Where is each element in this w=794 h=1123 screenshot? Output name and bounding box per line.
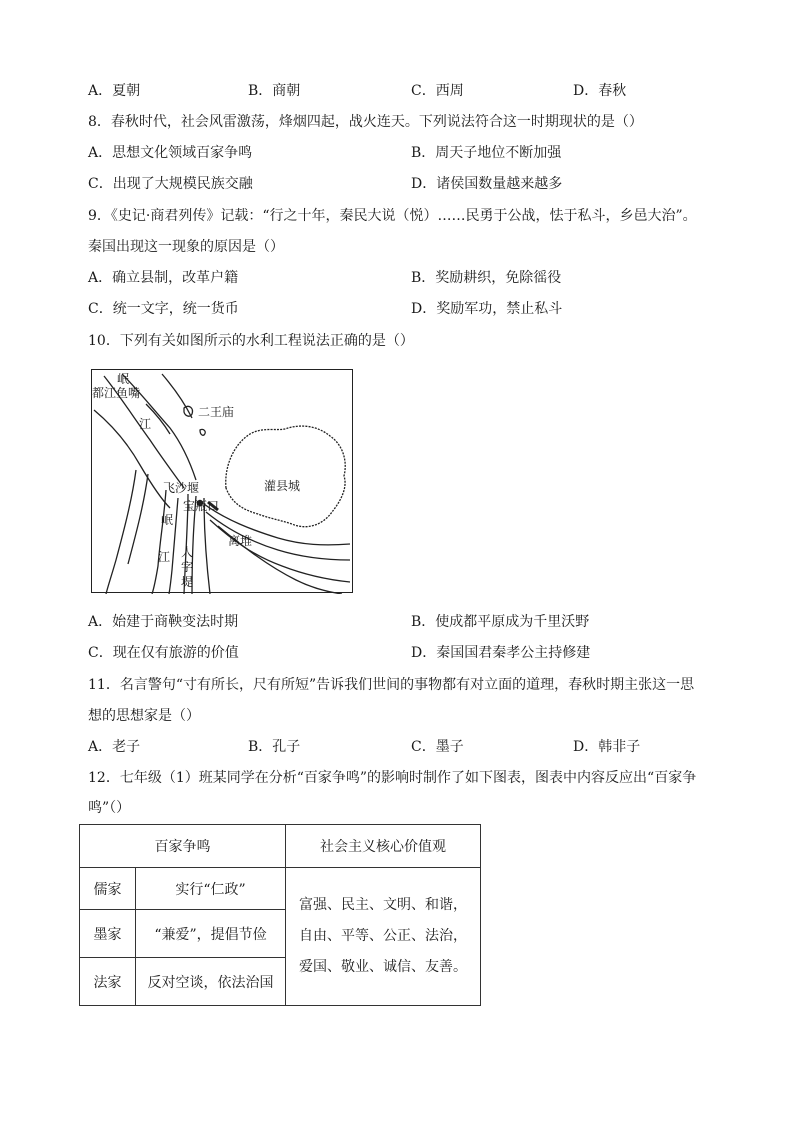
school-name: 法家 <box>80 958 136 1006</box>
school-name: 儒家 <box>80 868 136 910</box>
q7-option-c[interactable]: C．西周 <box>411 83 464 99</box>
table-header-row <box>80 825 481 868</box>
core-values-line: 自由、平等、公正、法治， <box>299 928 467 944</box>
map-label-lidui: 离堆 <box>228 534 253 548</box>
map-label-feishayan: 飞沙堰 <box>163 481 200 495</box>
q12-stem-line1: 12．七年级（1）班某同学在分析“百家争鸣”的影响时制作了如下图表，图表中内容反应出“百家争 <box>88 770 697 786</box>
map-label-dujiang-yuzui: 都江鱼嘴 <box>92 386 141 400</box>
q10-option-c[interactable]: C．现在仅有旅游的价值 <box>88 645 239 661</box>
q11-option-a[interactable]: A．老子 <box>88 739 141 755</box>
q10-option-a[interactable]: A．始建于商鞅变法时期 <box>88 614 239 630</box>
dujiangyan-map-drawing <box>92 370 354 594</box>
q9-option-b[interactable]: B．奖励耕织，免除徭役 <box>411 270 562 286</box>
header-hundred-schools: 百家争鸣 <box>80 825 286 868</box>
q9-stem-line1: 9．《史记·商君列传》记载：“行之十年，秦民大说（悦）……民勇于公战，怯于私斗，乡邑大治”。 <box>88 208 697 224</box>
school-name: 墨家 <box>80 910 136 958</box>
core-values-cell <box>286 868 481 1006</box>
q8-option-b[interactable]: B．周天子地位不断加强 <box>411 145 562 161</box>
core-values-line: 爱国、敬业、诚信、友善。 <box>299 959 467 975</box>
q8-option-d[interactable]: D．诸侯国数量越来越多 <box>411 176 563 192</box>
q7-option-a[interactable]: A．夏朝 <box>88 83 141 99</box>
q8-stem: 8．春秋时代，社会风雷激荡，烽烟四起，战火连天。下列说法符合这一时期现状的是（） <box>88 114 643 130</box>
map-label-min-bottom: 岷 <box>161 513 174 527</box>
q7-option-d[interactable]: D．春秋 <box>573 83 627 99</box>
q11-stem-line1: 11．名言警句“寸有所长，尺有所短”告诉我们世间的事物都有对立面的道理，春秋时期主张这一思 <box>88 677 695 693</box>
q11-option-b[interactable]: B．孔子 <box>248 739 301 755</box>
map-label-renzi-di-1: 人 <box>180 545 193 559</box>
map-label-jiang-top: 江 <box>139 417 152 431</box>
school-idea: 实行“仁政” <box>136 868 286 910</box>
q11-option-c[interactable]: C．墨子 <box>411 739 464 755</box>
q10-option-b[interactable]: B．使成都平原成为千里沃野 <box>411 614 590 630</box>
q10-option-d[interactable]: D．秦国国君秦孝公主持修建 <box>411 645 591 661</box>
q9-option-a[interactable]: A．确立县制，改革户籍 <box>88 270 239 286</box>
q11-option-d[interactable]: D．韩非子 <box>573 739 641 755</box>
map-label-jiang-bottom: 江 <box>158 550 171 564</box>
map-label-erwang-temple: 二王庙 <box>198 405 235 419</box>
dujiangyan-map <box>91 369 353 593</box>
q8-option-c[interactable]: C．出现了大规模民族交融 <box>88 176 253 192</box>
table-row <box>80 868 481 910</box>
core-values-line: 富强、民主、文明、和谐， <box>299 897 467 913</box>
map-label-guanxian-city: 灌县城 <box>264 479 301 493</box>
q8-option-a[interactable]: A．思想文化领域百家争鸣 <box>88 145 253 161</box>
map-label-renzi-di-3: 堤 <box>180 575 193 589</box>
map-label-min-top: 岷 <box>117 372 130 386</box>
q9-option-d[interactable]: D．奖励军功，禁止私斗 <box>411 301 563 317</box>
q7-option-b[interactable]: B．商朝 <box>248 83 301 99</box>
q10-stem: 10．下列有关如图所示的水利工程说法正确的是（） <box>88 333 414 349</box>
q12-stem-line2: 鸣”（） <box>88 800 131 816</box>
school-idea: “兼爱”，提倡节俭 <box>136 910 286 958</box>
map-label-renzi-di-2: 字 <box>180 560 193 574</box>
q9-option-c[interactable]: C．统一文字，统一货币 <box>88 301 239 317</box>
header-core-values: 社会主义核心价值观 <box>286 825 481 868</box>
q9-stem-line2: 秦国出现这一现象的原因是（） <box>88 239 284 255</box>
school-idea: 反对空谈，依法治国 <box>136 958 286 1006</box>
q11-stem-line2: 想的思想家是（） <box>88 708 200 724</box>
schools-values-table <box>79 824 481 1006</box>
map-label-baoping: 宝瓶口 <box>183 499 220 513</box>
